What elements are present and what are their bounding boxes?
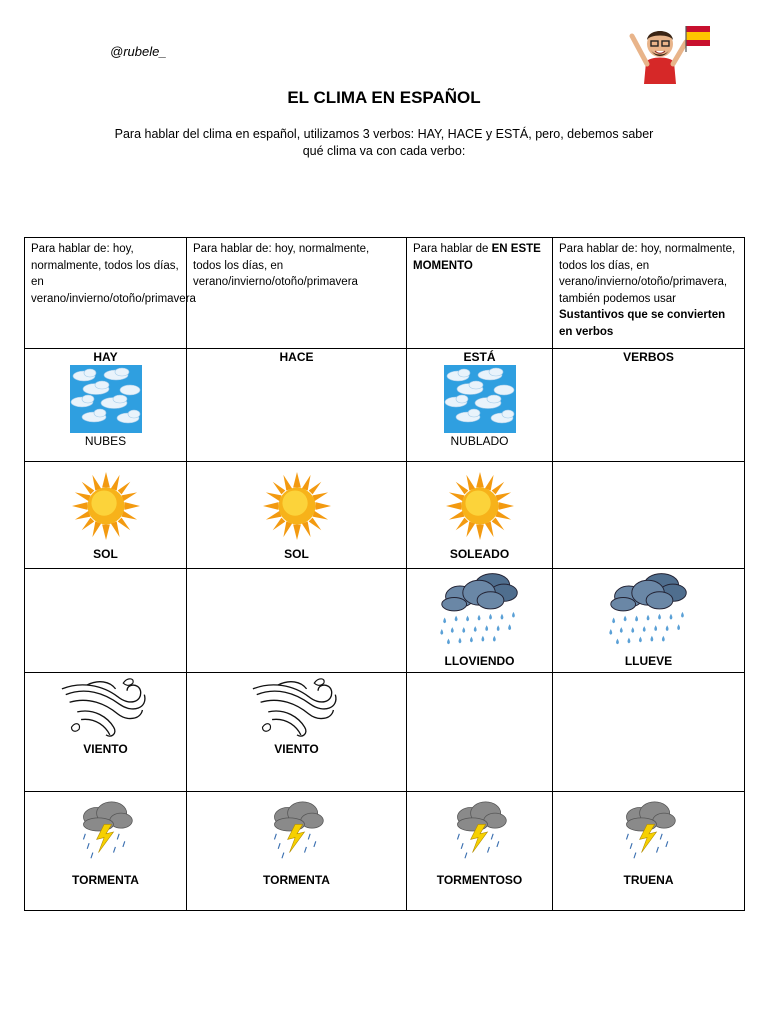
storm-cloud-icon xyxy=(449,800,511,862)
header-text: Para hablar de xyxy=(413,243,492,255)
verb-label: HACE xyxy=(279,350,314,364)
weather-label: LLOVIENDO xyxy=(444,654,515,668)
weather-label: TORMENTA xyxy=(72,873,139,887)
cell-hace-viento xyxy=(187,673,407,792)
header-cell-hace xyxy=(187,238,407,349)
cell-hace-tormenta xyxy=(187,792,407,911)
header-cell-hay xyxy=(25,238,196,349)
cell-verbos-empty xyxy=(553,349,745,462)
table-row-sun xyxy=(25,462,745,569)
header-cell-verbos xyxy=(553,238,745,349)
cell-verbos-empty xyxy=(553,462,745,569)
weather-label: TORMENTOSO xyxy=(436,873,523,887)
sun-icon xyxy=(72,472,140,540)
cell-hay-nubes xyxy=(25,349,187,462)
intro-text xyxy=(100,126,668,160)
header-emphasis: EN ESTE MOMENTO xyxy=(413,243,541,272)
cell-esta-lloviendo xyxy=(407,569,553,673)
weather-label: NUBLADO xyxy=(450,434,509,448)
sun-icon xyxy=(446,472,514,540)
weather-label: VIENTO xyxy=(83,742,128,756)
author-handle: @rubele_ xyxy=(110,44,167,59)
avatar-with-spain-flag-icon xyxy=(620,22,716,84)
header-text: Para hablar de: hoy, normalmente, todos los días, en verano/invierno/otoño/primavera, también podemos usar xyxy=(559,243,736,305)
clouds-icon xyxy=(70,365,142,433)
cell-hace-sol xyxy=(187,462,407,569)
header-text: Para hablar de: hoy, normalmente, todos los días, en verano/invierno/otoño/primavera xyxy=(193,243,370,288)
table-header-row xyxy=(25,238,745,349)
intro-line-1: Para hablar del clima en español, utilizamos 3 verbos: HAY, HACE y ESTÁ, pero, debemos saber xyxy=(114,127,654,141)
weather-label: NUBES xyxy=(84,434,127,448)
storm-cloud-icon xyxy=(266,800,328,862)
weather-label: SOL xyxy=(284,547,309,561)
verb-label: ESTÁ xyxy=(463,350,496,364)
table-row-storm xyxy=(25,792,745,911)
storm-cloud-icon xyxy=(75,800,137,862)
cell-verbos-truena xyxy=(553,792,745,911)
weather-verbs-table xyxy=(24,237,745,911)
verb-label: HAY xyxy=(93,350,118,364)
header-emphasis: Sustantivos que se convierten en verbos xyxy=(559,309,726,338)
table-row-rain xyxy=(25,569,745,673)
cell-hace-empty xyxy=(187,569,407,673)
wind-icon xyxy=(60,677,152,741)
cell-esta-empty xyxy=(407,673,553,792)
cell-verbos-empty xyxy=(553,673,745,792)
verb-label: VERBOS xyxy=(623,350,674,364)
weather-label: VIENTO xyxy=(274,742,319,756)
cell-hay-sol xyxy=(25,462,187,569)
intro-line-2: qué clima va con cada verbo: xyxy=(302,144,466,158)
clouds-icon xyxy=(444,365,516,433)
storm-cloud-icon xyxy=(618,800,680,862)
page-title: EL CLIMA EN ESPAÑOL xyxy=(287,88,481,107)
weather-label: LLUEVE xyxy=(624,654,673,668)
cell-esta-nublado xyxy=(407,349,553,462)
weather-label: TORMENTA xyxy=(263,873,330,887)
cell-esta-tormentoso xyxy=(407,792,553,911)
weather-label: SOLEADO xyxy=(449,547,510,561)
table-row-clouds xyxy=(25,349,745,462)
wind-icon xyxy=(251,677,343,741)
header-cell-esta xyxy=(407,238,553,349)
rain-cloud-icon xyxy=(606,571,692,645)
sun-icon xyxy=(263,472,331,540)
cell-hay-tormenta xyxy=(25,792,187,911)
weather-label: TRUENA xyxy=(623,873,674,887)
cell-hay-viento xyxy=(25,673,187,792)
cell-hace-empty xyxy=(187,349,407,462)
rain-cloud-icon xyxy=(437,571,523,645)
cell-esta-soleado xyxy=(407,462,553,569)
cell-hay-empty xyxy=(25,569,187,673)
cell-verbos-llueve xyxy=(553,569,745,673)
header-text: Para hablar de: hoy, normalmente, todos los días, en verano/invierno/otoño/primavera xyxy=(31,243,196,305)
table-row-wind xyxy=(25,673,745,792)
weather-label: SOL xyxy=(93,547,118,561)
